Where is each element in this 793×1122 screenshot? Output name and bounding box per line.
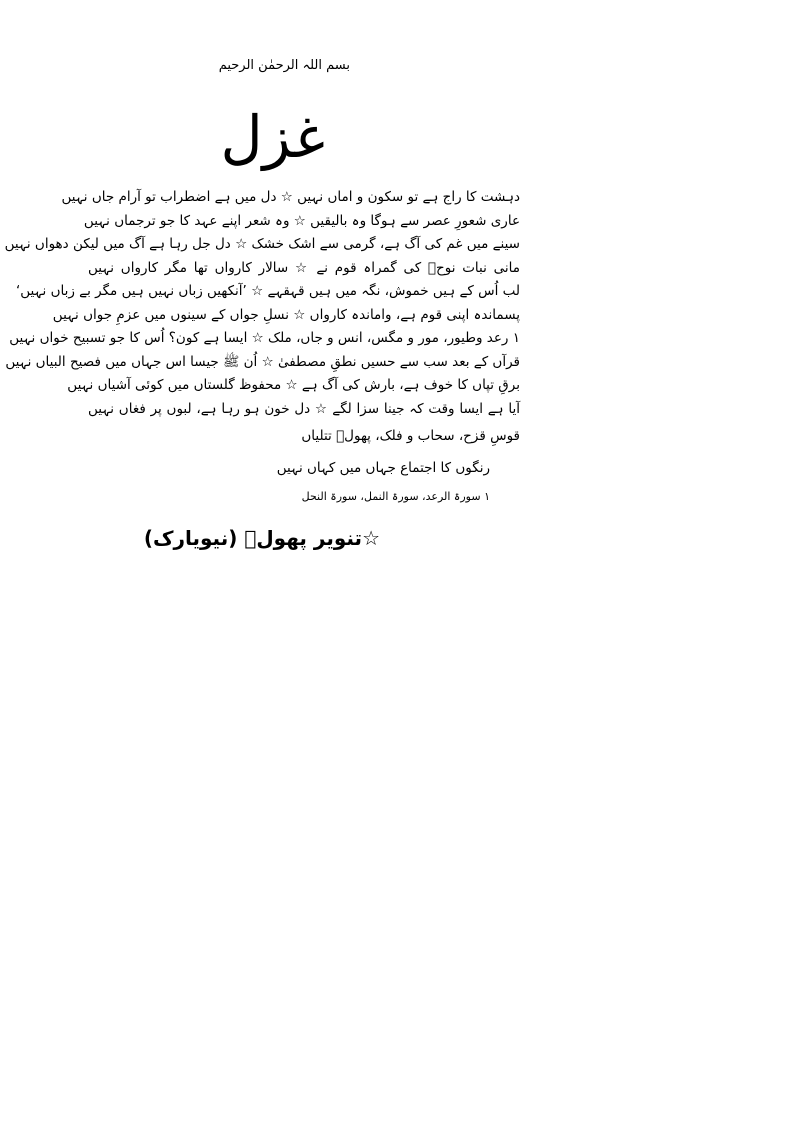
verses-block [4,186,520,421]
verse-line: ۱ رعد وطیور، مور و مگس، انس و جاں، ملک ☆ ایسا ہے کون؟ اُس کا جو تسبیح خواں نہیں [9,330,520,346]
verse-line: پسماندہ اپنی قوم ہے، واماندہ کارواں ☆ نسلِ جواں کے سینوں میں عزمِ جواں نہیں [52,306,520,323]
verse-line: لب اُس کے ہیں خموش، نگہ میں ہیں قہقہے ☆ ’آنکھیں زباں نہیں ہیں مگر بے زباں نہیں‘ [15,283,520,299]
poet-signature: ☆تنویر پھولؔ (نیویارک) [143,526,380,550]
verse-line: مانی نبات نوحؑ کی گمراہ قوم نے ☆ سالار کارواں تھا مگر کارواں نہیں [88,259,520,276]
verse-line: آیا ہے ایسا وقت کہ جینا سزا لگے ☆ دل خون ہو رہا ہے، لبوں پر فغاں نہیں [88,400,520,417]
bismillah-heading: بسم اللہ الرحمٰن الرحیم [218,58,350,73]
verse-line: دہشت کا راج ہے تو سکون و اماں نہیں ☆ دل میں ہے اضطراب تو آرام جاں نہیں [61,189,520,205]
verse-line: عاری شعورِ عصر سے ہوگا وہ بالیقیں ☆ وہ شعر اپنے عہد کا جو ترجماں نہیں [83,212,520,229]
closing-verse-first: قوسِ قزح، سحاب و فلک، پھولؔ تتلیاں [301,428,520,444]
closing-verse-second: رنگوں کا اجتماع جہاں میں کہاں نہیں [276,460,490,476]
footnote: ۱ سورۃ الرعد، سورۃ النمل، سورۃ النحل [301,490,490,503]
verse-line: قرآں کے بعد سب سے حسیں نطقِ مصطفیٰ ☆ اُن ﷺ جیسا اس جہاں میں فصیح البیاں نہیں [5,353,520,370]
ghazal-title: غزل [220,103,325,171]
verse-line: برقِ تپاں کا خوف ہے، بارش کی آگ ہے ☆ محفوظ گلستاں میں کوئی آشیاں نہیں [67,377,520,393]
verse-line: سینے میں غم کی آگ ہے، گرمی سے اشک خشک ☆ دل جل رہا ہے آگ میں لیکن دھواں نہیں [4,236,520,252]
